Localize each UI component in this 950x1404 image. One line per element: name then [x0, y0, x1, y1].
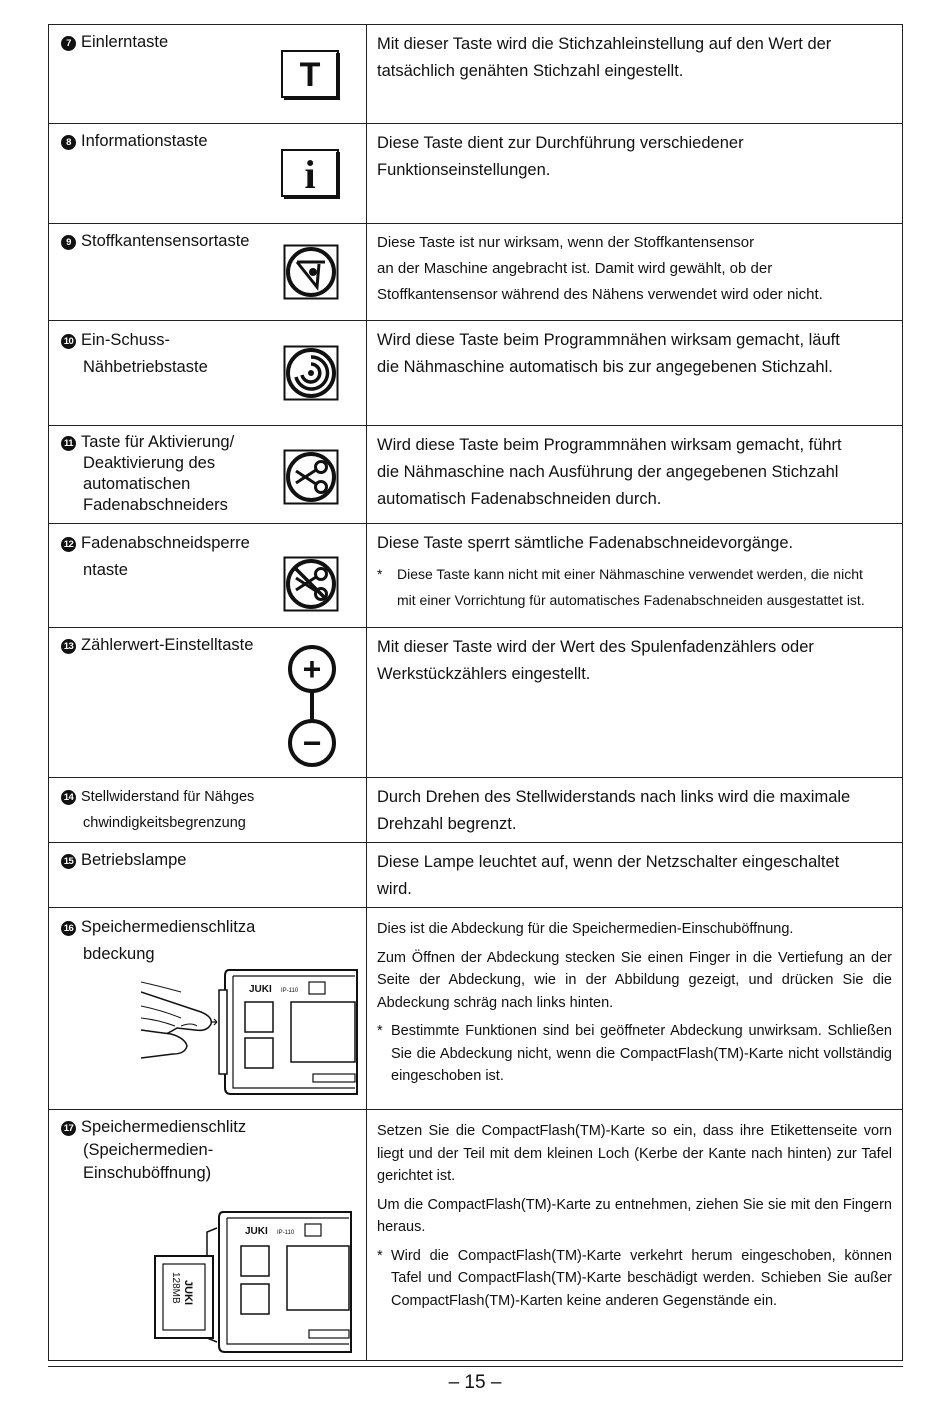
counter-plus-minus-icon	[285, 642, 339, 770]
item-number: 13	[61, 639, 76, 654]
row-label-cell	[49, 1110, 367, 1361]
thread-trimming-prohibit-icon	[283, 556, 339, 612]
row-label-cell	[49, 426, 367, 524]
row-label: 11 Taste für Aktivierung/ Deaktivierung des automatischen Fadenabschneiders	[61, 432, 271, 516]
row-label: 15 Betriebslampe	[61, 849, 261, 872]
item-number: 7	[61, 36, 76, 51]
compactflash-slot-illustration	[145, 1206, 355, 1356]
row-label-cell	[49, 908, 367, 1110]
item-number: 17	[61, 1121, 76, 1136]
row-label-cell	[49, 25, 367, 124]
item-number: 9	[61, 235, 76, 250]
info-key-icon	[280, 148, 342, 200]
item-number: 15	[61, 854, 76, 869]
fabric-edge-sensor-icon	[283, 244, 339, 300]
table-row	[49, 224, 903, 321]
item-number: 12	[61, 537, 76, 552]
table-row	[49, 908, 903, 1110]
row-label-cell	[49, 778, 367, 843]
row-label: 7 Einlerntaste	[61, 31, 261, 54]
row-label: 10 Ein-Schuss- Nähbetriebstaste	[61, 327, 261, 381]
card-capacity-label: 128MB	[170, 1272, 181, 1304]
table-row	[49, 25, 903, 124]
brand-logo: JUKI	[249, 984, 272, 995]
table-row	[49, 843, 903, 908]
row-label: 17 Speichermedienschlitz (Speichermedien- Einschuböffnung)	[61, 1116, 261, 1185]
table-row	[49, 321, 903, 426]
row-label: 8 Informationstaste	[61, 130, 261, 153]
panel-cover-illustration	[141, 962, 361, 1102]
t-key-glyph: T	[299, 56, 321, 94]
function-table	[48, 24, 903, 1361]
row-description: Wird diese Taste beim Programmnähen wirksam gemacht, führt die Nähmaschine nach Ausführung der angegebenen Stichzahl automatisch Fadenabschneiden durch.	[367, 426, 903, 524]
note: * Wird die CompactFlash(TM)-Karte verkehrt herum eingeschoben, können Tafel und CompactFlash(TM)-Karte beschädigt werden. Schieben Sie außer CompactFlash(TM)-Karten keine anderen Gegenstände ein.	[377, 1247, 892, 1309]
t-key-icon	[280, 49, 342, 101]
row-label-cell	[49, 843, 367, 908]
i-key-glyph: i	[304, 152, 316, 197]
row-description: Diese Taste ist nur wirksam, wenn der Stoffkantensensor an der Maschine angebracht ist. Damit wird gewählt, ob der Stoffkantensensor während des Nähens verwendet wird oder nicht.	[367, 224, 903, 321]
row-description: Wird diese Taste beim Programmnähen wirksam gemacht, läuft die Nähmaschine automatisch bis zur angegebenen Stichzahl.	[367, 321, 903, 426]
table-row	[49, 778, 903, 843]
table-row	[49, 124, 903, 224]
footer-divider	[48, 1366, 903, 1367]
row-label-cell	[49, 124, 367, 224]
row-label: 13 Zählerwert-Einstelltaste	[61, 634, 261, 657]
auto-thread-trimmer-icon	[283, 449, 339, 505]
item-number: 16	[61, 921, 76, 936]
card-brand-label: JUKI	[182, 1280, 194, 1306]
row-label: 16 Speichermedienschlitza bdeckung	[61, 914, 261, 968]
row-description: Diese Lampe leuchtet auf, wenn der Netzschalter eingeschaltet wird.	[367, 843, 903, 908]
item-number: 14	[61, 790, 76, 805]
item-number: 8	[61, 135, 76, 150]
note: * Bestimmte Funktionen sind bei geöffneter Abdeckung unwirksam. Schließen Sie die Abdeckung nicht, wenn die CompactFlash(TM)-Karte nicht vollständig eingeschoben ist.	[377, 1023, 892, 1084]
one-shot-sewing-icon	[283, 345, 339, 401]
row-label-cell	[49, 524, 367, 628]
item-number: 10	[61, 334, 76, 349]
row-label: 12 Fadenabschneidsperre ntaste	[61, 530, 261, 584]
table-row	[49, 628, 903, 778]
plus-glyph: +	[302, 651, 322, 687]
row-label-cell	[49, 321, 367, 426]
table-row	[49, 1110, 903, 1361]
row-description: Setzen Sie die CompactFlash(TM)-Karte so ein, dass ihre Etikettenseite vorn liegt und der Teil mit dem kleinen Loch (Kerbe der Kante nach hinten) zur Tafel gerichtet ist. Um die CompactFlash(TM)-Karte zu entnehmen, ziehen Sie sie mit den Fingern heraus. * Wird die CompactFlash(TM)-Karte verkehrt herum eingeschoben, können Tafel und CompactFlash(TM)-Karte beschädigt werden. Schieben Sie außer CompactFlash(TM)-Karten keine anderen Gegenstände ein.	[367, 1110, 903, 1361]
model-label: IP-110	[277, 1230, 295, 1236]
table-row	[49, 426, 903, 524]
row-label-cell	[49, 224, 367, 321]
model-label: IP-110	[281, 988, 299, 994]
row-label: 14 Stellwiderstand für Nähges chwindigkeitsbegrenzung	[61, 784, 291, 836]
table-row	[49, 524, 903, 628]
brand-logo: JUKI	[245, 1226, 268, 1237]
row-description: Diese Taste dient zur Durchführung verschiedener Funktionseinstellungen.	[367, 124, 903, 224]
note: * Diese Taste kann nicht mit einer Nähmaschine verwendet werden, die nicht mit einer Vorrichtung für automatisches Fadenabschneiden ausgestattet ist.	[377, 566, 865, 608]
row-description: Dies ist die Abdeckung für die Speichermedien-Einschuböffnung. Zum Öffnen der Abdeckung stecken Sie einen Finger in die Vertiefung an der Seite der Abdeckung, wie in der Abbildung gezeigt, und drücken Sie die Abdeckung schräg nach links hinten. * Bestimmte Funktionen sind bei geöffneter Abdeckung unwirksam. Schließen Sie die Abdeckung nicht, wenn die CompactFlash(TM)-Karte nicht vollständig eingeschoben ist.	[367, 908, 903, 1110]
row-description: Mit dieser Taste wird die Stichzahleinstellung auf den Wert der tatsächlich genähten Stichzahl eingestellt.	[367, 25, 903, 124]
page-number: – 15 –	[448, 1372, 502, 1393]
item-number: 11	[61, 436, 76, 451]
row-label-cell	[49, 628, 367, 778]
row-description: Diese Taste sperrt sämtliche Fadenabschneidevorgänge. * Diese Taste kann nicht mit einer Nähmaschine verwendet werden, die nicht mit einer Vorrichtung für automatisches Fadenabschneiden ausgestattet ist.	[367, 524, 903, 628]
row-description: Durch Drehen des Stellwiderstands nach links wird die maximale Drehzahl begrenzt.	[367, 778, 903, 843]
row-label: 9 Stoffkantensensortaste	[61, 230, 261, 253]
minus-glyph: −	[302, 725, 322, 761]
row-description: Mit dieser Taste wird der Wert des Spulenfadenzählers oder Werkstückzählers eingestellt.	[367, 628, 903, 778]
